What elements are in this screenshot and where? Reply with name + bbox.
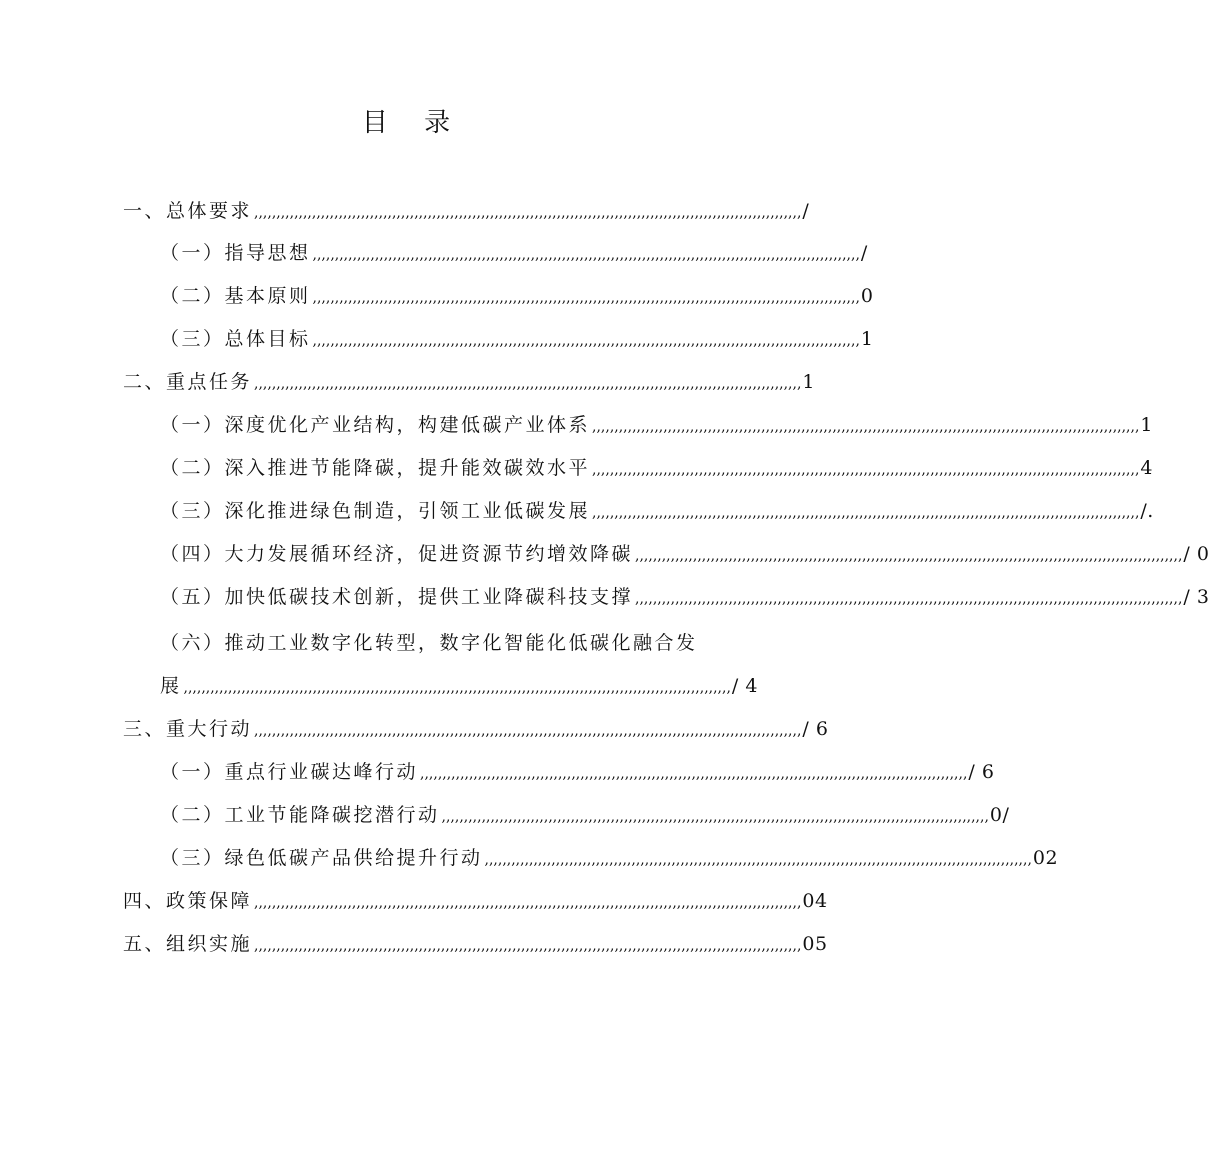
toc-page-number: 04 [802,890,828,912]
toc-leader: ,,,,,,,,,,,,,,,,,,,,,,,,,,,,,,,,,,,,,,,,,,,,,,,,,,,,,,,,,,,,,,,,,,,,,,,,,,,,,,,,,,,,,,,,,,,,,,,,,,,,,,,,,,,,,,,,,,,,,,,,,,, [420,766,968,782]
toc-page-number: 02 [1032,847,1059,869]
toc-leader: ,,,,,,,,,,,,,,,,,,,,,,,,,,,,,,,,,,,,,,,,,,,,,,,,,,,,,,,,,,,,,,,,,,,,,,,,,,,,,,,,,,,,,,,,,,,,,,,,,,,,,,,,,,,,,,,,,,,,,,,,,,, [592,419,1140,435]
toc-leader: ,,,,,,,,,,,,,,,,,,,,,,,,,,,,,,,,,,,,,,,,,,,,,,,,,,,,,,,,,,,,,,,,,,,,,,,,,,,,,,,,,,,,,,,,,,,,,,,,,,,,,,,,,,,,,,,,,,,,,,,,,,, [183,680,731,696]
toc-entry-2[interactable] [123,367,815,397]
toc-label: （三）总体目标 [160,328,311,350]
toc-label: （三）深化推进绿色制造，引领工业低碳发展 [160,500,591,522]
toc-page-number: 1 [1140,414,1153,436]
toc-page-number: / [802,200,810,222]
toc-label: 三、重大行动 [123,718,253,740]
toc-leader: ,,,,,,,,,,,,,,,,,,,,,,,,,,,,,,,,,,,,,,,,,,,,,,,,,,,,,,,,,,,,,,,,,,,,,,,,,,,,,,,,,,,,,,,,,,,,,,,,,,,,,,,,,,,,,,,,,,,,,,,,,,, [254,723,802,739]
toc-label: 四、政策保障 [123,890,253,912]
toc-label-line1[interactable]: （六）推动工业数字化转型，数字化智能化低碳化融合发 [160,632,698,654]
toc-label: （五）加快低碳技术创新，提供工业降碳科技支撑 [160,586,634,608]
toc-label: （二）深入推进节能降碳，提升能效碳效水平 [160,457,591,479]
toc-entry-3-3[interactable] [160,843,1059,873]
toc-entry-5[interactable] [123,929,828,959]
toc-entry-1[interactable] [123,196,810,226]
toc-entry-2-6[interactable] [160,671,758,701]
toc-entry-3-2[interactable] [160,800,1010,830]
toc-entry-2-3[interactable] [160,496,1154,526]
toc-page-number: 4 [1140,457,1153,479]
page-title: 目 录 [361,108,465,138]
toc-page-number: 0 [860,285,874,307]
toc-label: （一）深度优化产业结构，构建低碳产业体系 [160,414,591,436]
toc-entry-2-5[interactable] [160,582,1209,612]
toc-entry-2-1[interactable] [160,410,1153,440]
toc-leader: ,,,,,,,,,,,,,,,,,,,,,,,,,,,,,,,,,,,,,,,,,,,,,,,,,,,,,,,,,,,,,,,,,,,,,,,,,,,,,,,,,,,,,,,,,,,,,,,,,,,,,,,,,,,,,,,,,,,,,,,,,,, [441,809,989,825]
toc-page-number: / 3 [1183,586,1209,608]
toc-entry-4[interactable] [123,886,828,916]
toc-leader: ,,,,,,,,,,,,,,,,,,,,,,,,,,,,,,,,,,,,,,,,,,,,,,,,,,,,,,,,,,,,,,,,,,,,,,,,,,,,,,,,,,,,,,,,,,,,,,,,,,,,,,,,,,,,,,,,,,,,,,,,,,, [484,852,1032,868]
toc-label: （一）指导思想 [160,242,311,264]
toc-label: （三）绿色低碳产品供给提升行动 [160,847,483,869]
toc-leader: ,,,,,,,,,,,,,,,,,,,,,,,,,,,,,,,,,,,,,,,,,,,,,,,,,,,,,,,,,,,,,,,,,,,,,,,,,,,,,,,,,,,,,,,,,,,,,,,,,,,,,,,,,,,,,,,,,,,,,,,,,,, [254,205,802,221]
toc-page-number: 05 [802,933,828,955]
toc-leader: ,,,,,,,,,,,,,,,,,,,,,,,,,,,,,,,,,,,,,,,,,,,,,,,,,,,,,,,,,,,,,,,,,,,,,,,,,,,,,,,,,,,,,,,,,,,,,,,,,,,,,,,,,,,,,,,,,,,,,,,,,,, [592,505,1140,521]
toc-entry-1-3[interactable] [160,324,874,354]
toc-leader: ,,,,,,,,,,,,,,,,,,,,,,,,,,,,,,,,,,,,,,,,,,,,,,,,,,,,,,,,,,,,,,,,,,,,,,,,,,,,,,,,,,,,,,,,,,,,,,,,,,,,,,,,,,,,,,,,,,,,,,,,,,, [254,895,802,911]
toc-label: （一）重点行业碳达峰行动 [160,761,419,783]
toc-leader: ,,,,,,,,,,,,,,,,,,,,,,,,,,,,,,,,,,,,,,,,,,,,,,,,,,,,,,,,,,,,,,,,,,,,,,,,,,,,,,,,,,,,,,,,,,,,,,,,,,,,,,,,,,,,,,,,,,,,,,,,,,, [312,247,860,263]
toc-label: 五、组织实施 [123,933,253,955]
toc-page-number: / 6 [802,718,829,740]
toc-page-number: / [860,242,868,264]
toc-page-number: 1 [802,371,815,393]
toc-label: （四）大力发展循环经济，促进资源节约增效降碳 [160,543,634,565]
toc-leader: ,,,,,,,,,,,,,,,,,,,,,,,,,,,,,,,,,,,,,,,,,,,,,,,,,,,,,,,,,,,,,,,,,,,,,,,,,,,,,,,,,,,,,,,,,,,,,,,,,,,,,,,,,,,,,,,,,,,,,,,,,,, [592,462,1140,478]
toc-label: （二）工业节能降碳挖潜行动 [160,804,440,826]
toc-label: 一、总体要求 [123,200,253,222]
toc-leader: ,,,,,,,,,,,,,,,,,,,,,,,,,,,,,,,,,,,,,,,,,,,,,,,,,,,,,,,,,,,,,,,,,,,,,,,,,,,,,,,,,,,,,,,,,,,,,,,,,,,,,,,,,,,,,,,,,,,,,,,,,,, [312,333,860,349]
toc-entry-2-2[interactable] [160,453,1153,483]
toc-entry-3-1[interactable] [160,757,995,787]
toc-leader: ,,,,,,,,,,,,,,,,,,,,,,,,,,,,,,,,,,,,,,,,,,,,,,,,,,,,,,,,,,,,,,,,,,,,,,,,,,,,,,,,,,,,,,,,,,,,,,,,,,,,,,,,,,,,,,,,,,,,,,,,,,, [254,376,802,392]
toc-entry-3[interactable] [123,714,829,744]
toc-page-number: / 4 [731,675,758,697]
toc-page-number: 1 [860,328,874,350]
toc-leader: ,,,,,,,,,,,,,,,,,,,,,,,,,,,,,,,,,,,,,,,,,,,,,,,,,,,,,,,,,,,,,,,,,,,,,,,,,,,,,,,,,,,,,,,,,,,,,,,,,,,,,,,,,,,,,,,,,,,,,,,,,,, [635,548,1183,564]
toc-page-number: /. [1140,500,1154,522]
toc-leader: ,,,,,,,,,,,,,,,,,,,,,,,,,,,,,,,,,,,,,,,,,,,,,,,,,,,,,,,,,,,,,,,,,,,,,,,,,,,,,,,,,,,,,,,,,,,,,,,,,,,,,,,,,,,,,,,,,,,,,,,,,,, [635,591,1183,607]
toc-label: （二）基本原则 [160,285,311,307]
toc-entry-2-4[interactable] [160,539,1209,569]
toc-label: 展 [160,675,182,697]
toc-leader: ,,,,,,,,,,,,,,,,,,,,,,,,,,,,,,,,,,,,,,,,,,,,,,,,,,,,,,,,,,,,,,,,,,,,,,,,,,,,,,,,,,,,,,,,,,,,,,,,,,,,,,,,,,,,,,,,,,,,,,,,,,, [254,938,802,954]
toc-leader: ,,,,,,,,,,,,,,,,,,,,,,,,,,,,,,,,,,,,,,,,,,,,,,,,,,,,,,,,,,,,,,,,,,,,,,,,,,,,,,,,,,,,,,,,,,,,,,,,,,,,,,,,,,,,,,,,,,,,,,,,,,, [312,290,860,306]
toc-page-number: / 6 [968,761,995,783]
toc-entry-1-1[interactable] [160,238,868,268]
toc-page-number: 0/ [989,804,1010,826]
toc-label: 二、重点任务 [123,371,253,393]
toc-page-number: / 0 [1183,543,1209,565]
toc-entry-1-2[interactable] [160,281,874,311]
